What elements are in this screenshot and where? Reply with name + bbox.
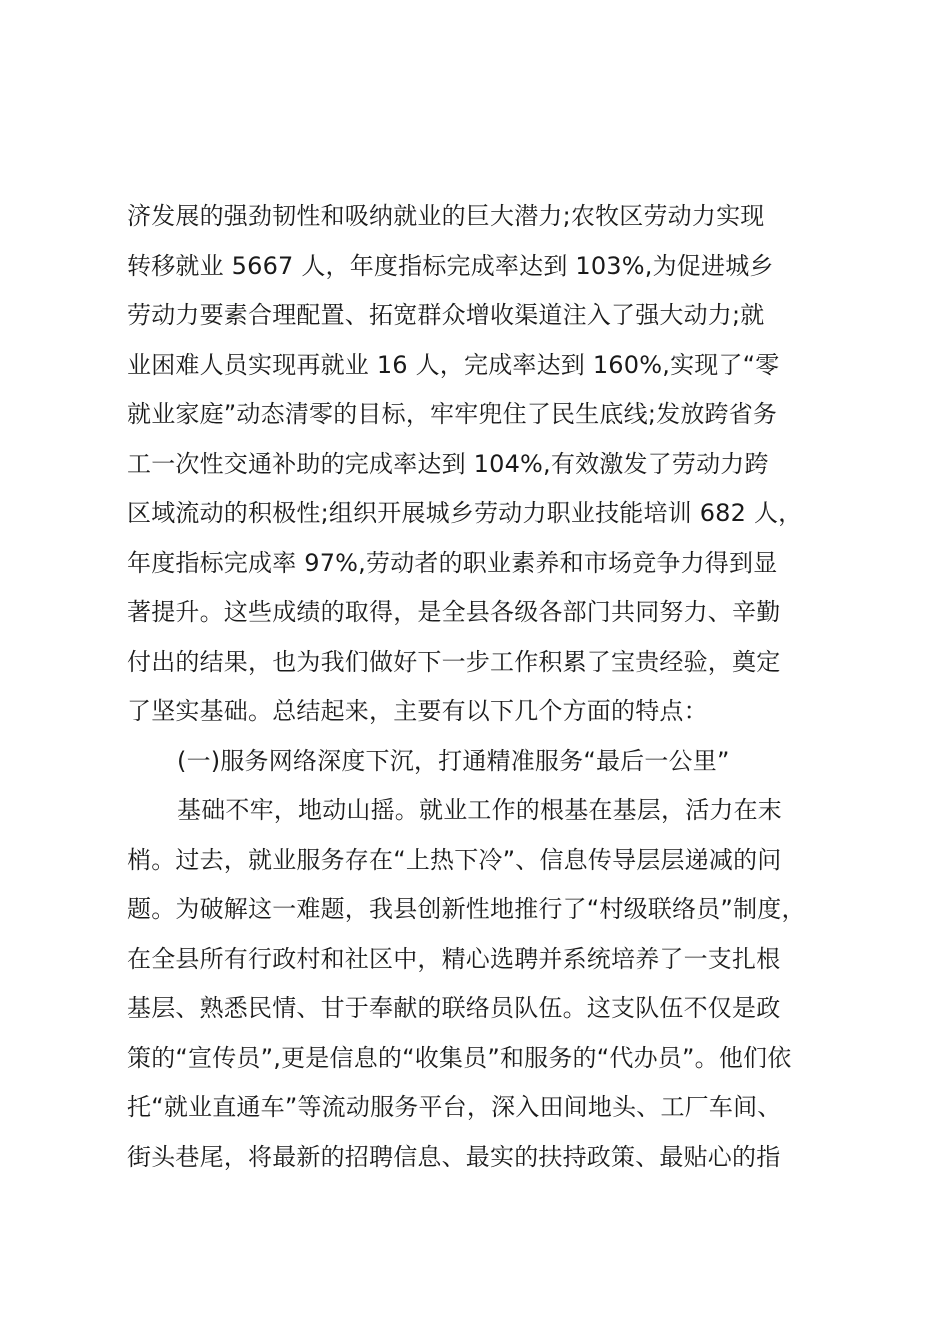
section-heading: (一)服务网络深度下沉，打通精准服务“最后一公里” — [177, 746, 730, 775]
paragraph-line: 转移就业 5667 人，年度指标完成率达到 103%,为促进城乡 — [127, 251, 774, 280]
paragraph-line: 题。为破解这一难题，我县创新性地推行了“村级联络员”制度， — [127, 895, 806, 923]
paragraph-line: 付出的结果，也为我们做好下一步工作积累了宝贵经验，奠定 — [127, 647, 781, 676]
paragraph-line: 业困难人员实现再就业 16 人，完成率达到 160%,实现了“零 — [127, 350, 780, 379]
paragraph-line: 基层、熟悉民情、甘于奉献的联络员队伍。这支队伍不仅是政 — [127, 994, 781, 1022]
paragraph-line: 济发展的强劲韧性和吸纳就业的巨大潜力;农牧区劳动力实现 — [127, 202, 765, 230]
paragraph-line: 年度指标完成率 97%,劳动者的职业素养和市场竞争力得到显 — [127, 548, 778, 577]
paragraph-line: 梢。过去，就业服务存在“上热下冷”、信息传导层层递减的问 — [127, 845, 782, 874]
paragraph-line: 街头巷尾，将最新的招聘信息、最实的扶持政策、最贴心的指 — [127, 1142, 781, 1171]
paragraph-line: 工一次性交通补助的完成率达到 104%,有效激发了劳动力跨 — [127, 449, 769, 478]
paragraph-line: 基础不牢，地动山摇。就业工作的根基在基层，活力在末 — [177, 796, 782, 824]
paragraph-line: 托“就业直通车”等流动服务平台，深入田间地头、工厂车间、 — [127, 1093, 782, 1121]
paragraph-line: 区域流动的积极性;组织开展城乡劳动力职业技能培训 682 人， — [127, 499, 803, 527]
document-body — [127, 192, 847, 1182]
paragraph-line: 就业家庭”动态清零的目标，牢牢兜住了民生底线;发放跨省务 — [127, 400, 778, 428]
paragraph-line: 了坚实基础。总结起来，主要有以下几个方面的特点： — [127, 697, 708, 725]
paragraph-line: 劳动力要素合理配置、拓宽群众增收渠道注入了强大动力;就 — [127, 301, 765, 329]
paragraph-line: 策的“宣传员”,更是信息的“收集员”和服务的“代办员”。他们依 — [127, 1043, 792, 1072]
paragraph-line: 著提升。这些成绩的取得，是全县各级各部门共同努力、辛勤 — [127, 598, 781, 626]
paragraph-line: 在全县所有行政村和社区中，精心选聘并系统培养了一支扎根 — [127, 944, 781, 973]
